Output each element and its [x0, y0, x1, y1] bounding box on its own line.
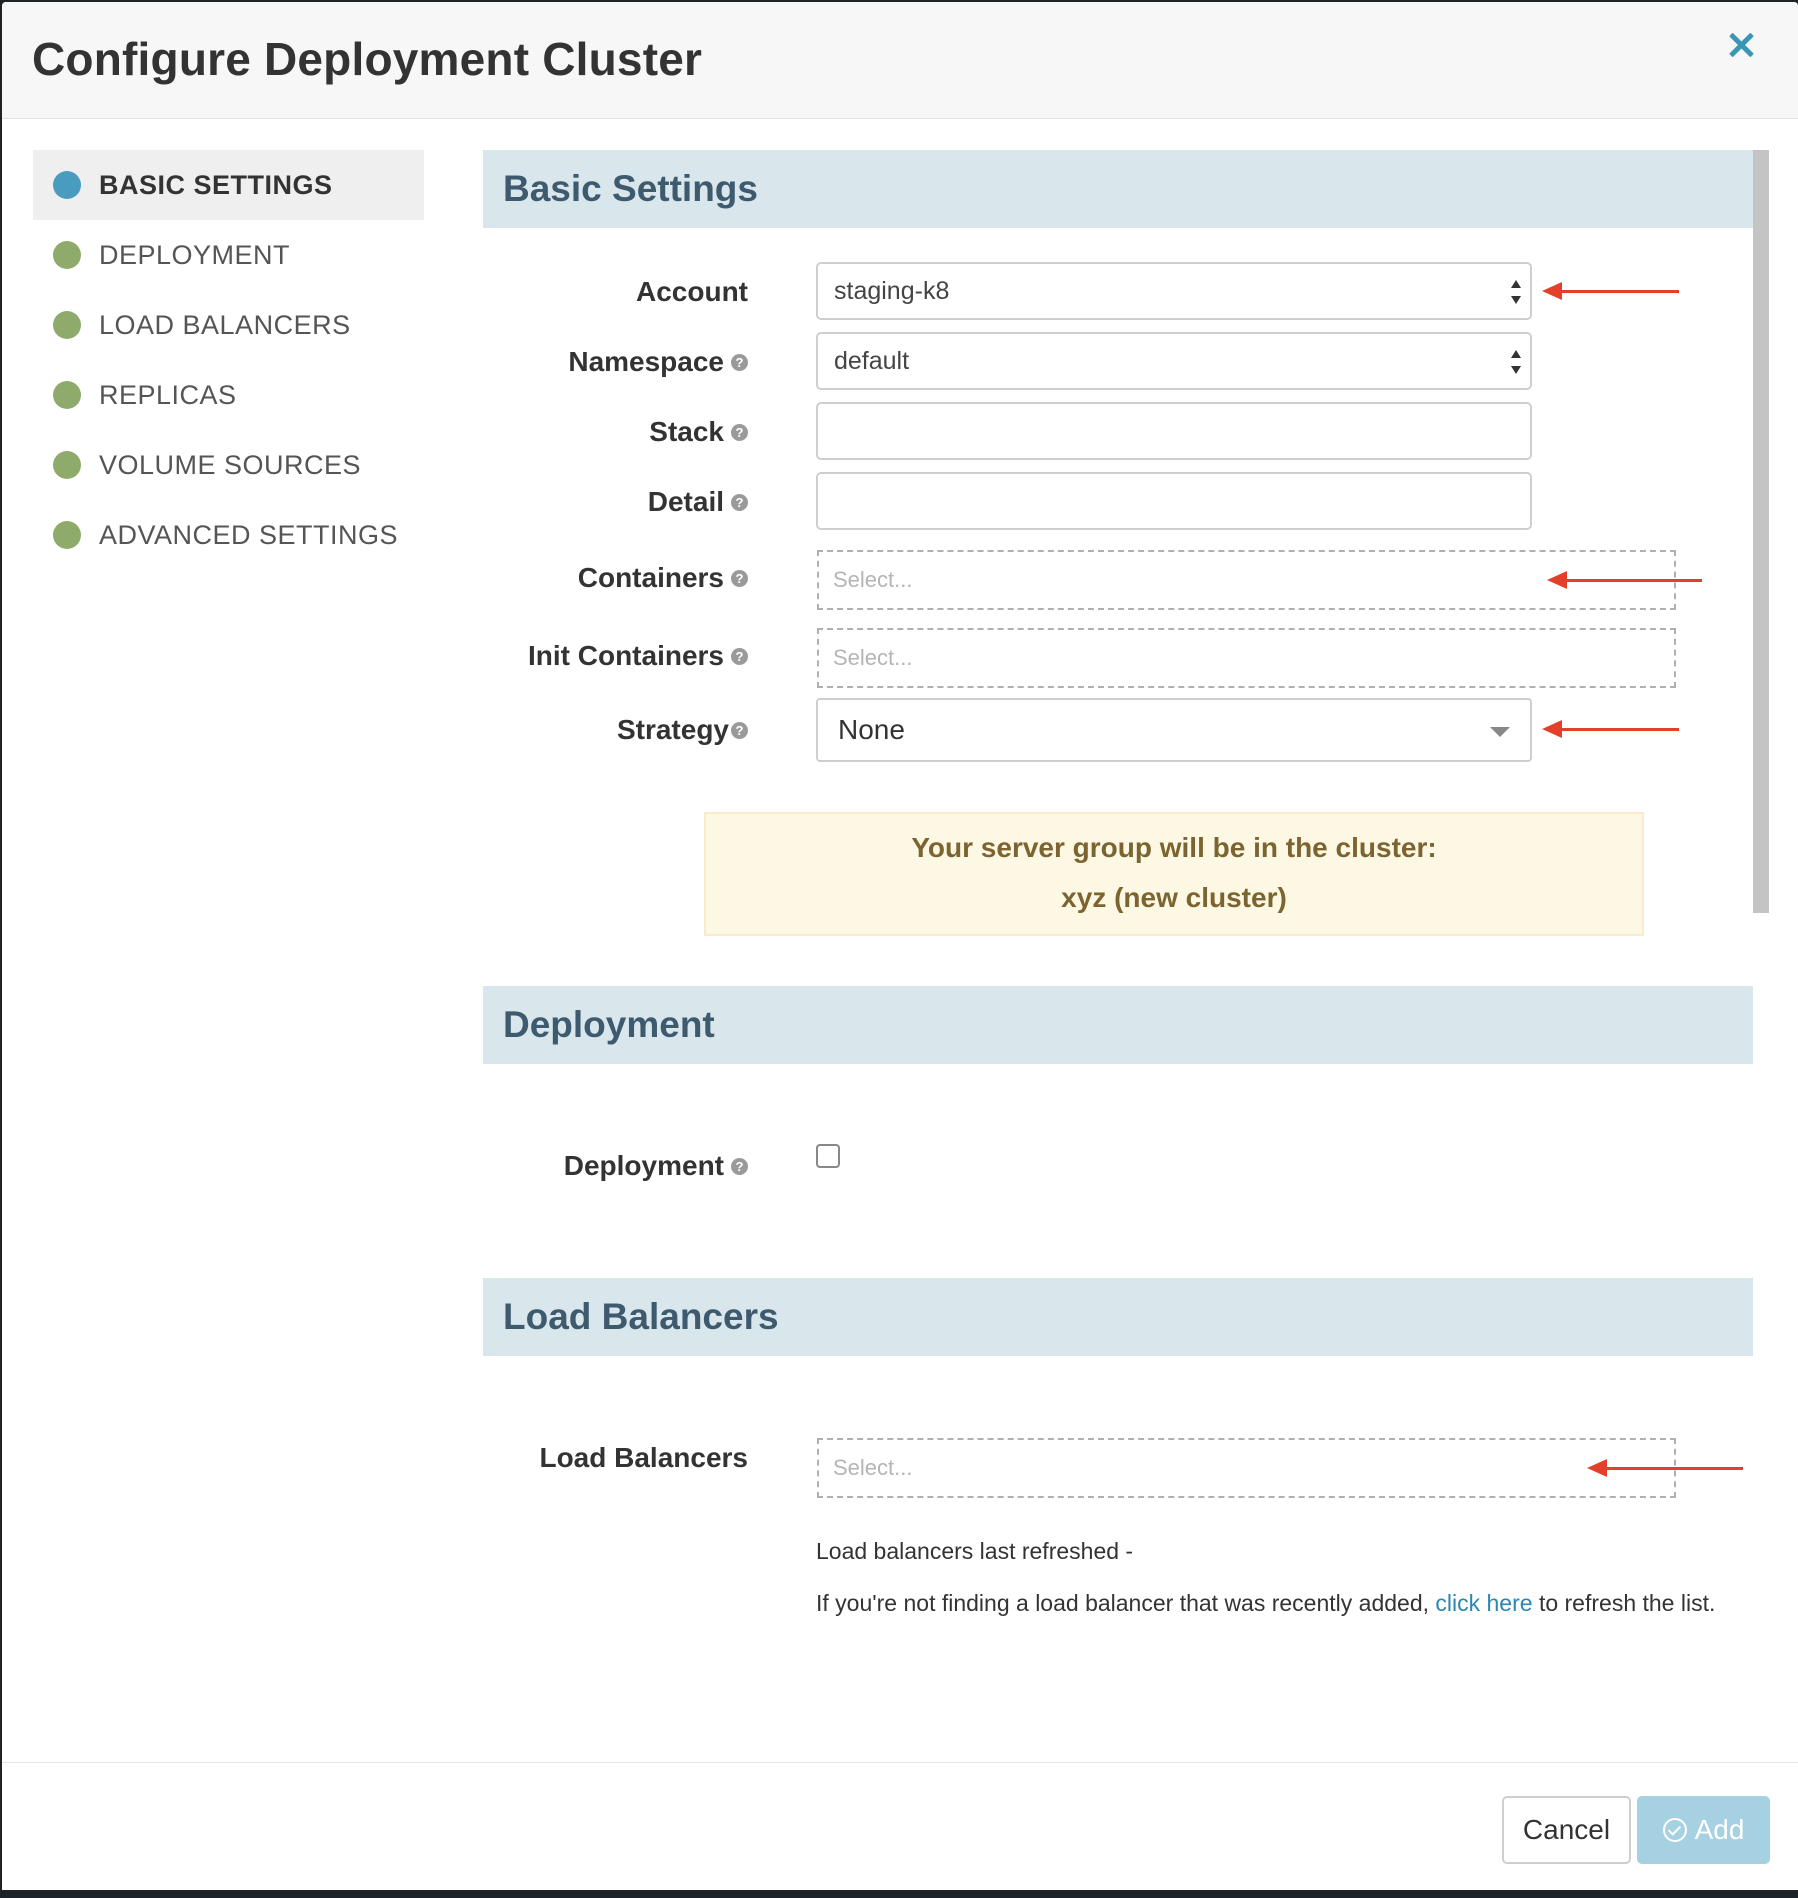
nav-item-deployment[interactable] [33, 220, 424, 290]
annotation-arrow-icon [1558, 290, 1679, 293]
check-circle-icon [1663, 1818, 1687, 1842]
help-icon[interactable]: ? [731, 354, 748, 371]
step-status-dot-icon [53, 381, 81, 409]
add-button-label: Add [1694, 1814, 1745, 1845]
nav-item-volume-sources[interactable] [33, 430, 424, 500]
nav-item-label: LOAD BALANCERS [99, 309, 351, 340]
account-select[interactable]: staging-k8 [816, 262, 1532, 320]
load-balancers-refreshed-text: Load balancers last refreshed - [816, 1538, 1134, 1564]
add-button[interactable] [1637, 1796, 1770, 1864]
init-containers-label: Init Containers ? [528, 640, 748, 672]
deployment-checkbox[interactable] [816, 1144, 840, 1168]
section-header-deployment [483, 986, 1753, 1064]
select-arrows-icon [1510, 348, 1522, 376]
notice-text: Your server group will be in the cluster: [911, 832, 1437, 863]
wizard-step-nav [33, 150, 424, 570]
cluster-name: xyz (new cluster) [1061, 882, 1287, 913]
init-containers-select[interactable]: Select... [817, 628, 1676, 688]
nav-item-load-balancers[interactable] [33, 290, 424, 360]
help-icon[interactable]: ? [731, 424, 748, 441]
nav-item-advanced-settings[interactable] [33, 500, 424, 570]
containers-label: Containers ? [578, 562, 748, 594]
step-status-dot-icon [53, 451, 81, 479]
section-header-load-balancers [483, 1278, 1753, 1356]
annotation-arrow-icon [1563, 579, 1702, 582]
nav-item-label: VOLUME SOURCES [99, 449, 362, 480]
namespace-label: Namespace ? [568, 346, 748, 378]
help-icon[interactable]: ? [731, 648, 748, 665]
nav-item-replicas[interactable] [33, 360, 424, 430]
section-title: Basic Settings [503, 168, 758, 209]
detail-label: Detail ? [648, 486, 748, 518]
account-label: Account [636, 276, 748, 307]
chevron-down-icon [1490, 727, 1510, 737]
step-status-dot-icon [53, 521, 81, 549]
refresh-list-link[interactable]: click here [1435, 1590, 1533, 1616]
help-icon[interactable]: ? [731, 722, 748, 739]
step-status-dot-icon [53, 311, 81, 339]
help-icon[interactable]: ? [731, 1158, 748, 1175]
close-icon[interactable] [1724, 28, 1758, 62]
namespace-select[interactable]: default [816, 332, 1532, 390]
dialog-header [2, 2, 1798, 119]
containers-select[interactable]: Select... [817, 550, 1676, 610]
nav-item-label: REPLICAS [99, 379, 237, 410]
dialog-title: Configure Deployment Cluster [32, 33, 703, 85]
dialog-footer [2, 1762, 1798, 1890]
help-icon[interactable]: ? [731, 570, 748, 587]
strategy-select[interactable]: None [816, 698, 1532, 762]
detail-input[interactable] [816, 472, 1532, 530]
select-arrows-icon [1510, 278, 1522, 306]
nav-item-label: DEPLOYMENT [99, 239, 291, 270]
step-status-dot-icon [53, 171, 81, 199]
cancel-button[interactable]: Cancel [1502, 1796, 1631, 1864]
strategy-label: Strategy ? [617, 714, 748, 746]
section-header-basic-settings [483, 150, 1753, 228]
load-balancers-select[interactable]: Select... [817, 1438, 1676, 1498]
stack-label: Stack ? [649, 416, 748, 448]
stack-input[interactable] [816, 402, 1532, 460]
cluster-notice [704, 812, 1644, 936]
step-status-dot-icon [53, 241, 81, 269]
load-balancers-refresh-hint: If you're not finding a load balancer that was recently added, click here to refresh the list. [816, 1590, 1716, 1616]
help-icon[interactable]: ? [731, 494, 748, 511]
deployment-label: Deployment ? [564, 1150, 748, 1182]
nav-item-label: BASIC SETTINGS [99, 169, 333, 200]
nav-item-basic-settings[interactable] [33, 150, 424, 220]
nav-item-label: ADVANCED SETTINGS [99, 519, 399, 550]
load-balancers-label: Load Balancers [539, 1442, 748, 1473]
scrollbar-thumb[interactable] [1753, 150, 1769, 913]
configure-deployment-cluster-dialog [2, 2, 1798, 1890]
section-title: Deployment [503, 1004, 715, 1045]
section-title: Load Balancers [503, 1296, 779, 1337]
annotation-arrow-icon [1603, 1467, 1743, 1470]
annotation-arrow-icon [1558, 728, 1679, 731]
